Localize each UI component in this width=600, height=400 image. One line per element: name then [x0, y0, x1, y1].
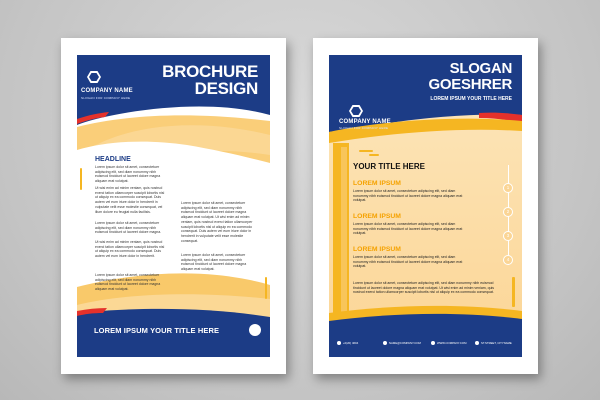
- title-line-1: SLOGAN: [449, 60, 512, 77]
- section-text: Lorem ipsum dolor sit amet, consectetuer adipiscing elit, sed diam nonummy nibh euismod tincidunt ut laoreet dolore magna aliquam erat volutpat.: [353, 222, 463, 236]
- subtitle: LOREM IPSUM YOUR TITLE HERE: [430, 96, 512, 102]
- contact-text: ST.STREET, CITYNAME: [481, 341, 512, 345]
- paragraph: Ut wisi enim ad minim veniam, quis nostrud exerci tation ullamcorper suscipit lobortis nisl ut aliquip ex ea commodo consequat. Duis autem vel eum iriure dolor in hendrerit in vulputate velit esse molestie consequat, vel illum dolore eu feugiat nulla facilisis.: [95, 186, 165, 214]
- paragraph: Lorem ipsum dolor sit amet, consectetuer adipiscing elit, sed diam nonummy nibh euismod tincidunt ut laoreet dolore magna aliquam erat volutpat.: [95, 273, 161, 292]
- paragraph: Ut wisi enim ad minim veniam, quis nostrud exerci tation ullamcorper suscipit lobortis nisl ut aliquip ex ea commodo consequat. Duis autem vel eum iriure dolor in hendrerit.: [95, 240, 165, 259]
- section-heading: LOREM IPSUM: [353, 180, 401, 187]
- accent-dash: [359, 150, 373, 152]
- paragraph: Lorem ipsum dolor sit amet, consectetuer adipiscing elit, sed diam nonummy nibh euismod tincidunt ut laoreet dolore magna aliquam erat volutpat.: [181, 253, 247, 272]
- footer-title: LOREM IPSUM YOUR TITLE HERE: [94, 326, 220, 335]
- footer-circle: [249, 324, 261, 336]
- globe-icon: [431, 341, 435, 345]
- bottom-paragraph: Lorem ipsum dolor sit amet, consectetuer adipiscing elit, sed diam nonummy nibh euismod tincidunt ut laoreet dolore magna aliquam erat volutpat. Ut wisi enim ad minim veniam, quis nostrud exerci tation ullamcorper suscipit lobortis nisl ut aliquip ex ea commodo consequat.: [353, 281, 495, 295]
- contact-address: [475, 341, 512, 345]
- step-number-4: 4: [503, 255, 513, 265]
- company-slogan: SLOGAN FOR COMPANY HERE: [81, 96, 131, 100]
- title-line-2: DESIGN: [194, 79, 258, 98]
- accent-bar: [80, 168, 82, 190]
- brochure-right: [313, 38, 538, 374]
- company-name: COMPANY NAME: [81, 88, 133, 94]
- brochure-title: [148, 63, 258, 97]
- section-heading: LOREM IPSUM: [353, 246, 401, 253]
- slogan-title: [392, 61, 512, 93]
- contact-text: +0(20) 4604: [343, 341, 359, 345]
- phone-icon: [337, 341, 341, 345]
- accent-bar: [265, 277, 267, 299]
- paragraph: Lorem ipsum dolor sit amet, consectetuer adipiscing elit, sed diam nonummy nibh euismod tincidunt ut laoreet dolore magna.: [95, 221, 162, 235]
- company-slogan: SLOGAN FOR COMPANY HERE: [339, 126, 389, 130]
- contact-website: [431, 341, 466, 345]
- brochure-left-panel: [77, 55, 270, 357]
- contact-phone: [337, 341, 358, 345]
- contact-text: NAME@COMPANY.COM: [389, 341, 421, 345]
- accent-bar: [512, 277, 515, 307]
- step-number-1: 1: [503, 183, 513, 193]
- section-text: Lorem ipsum dolor sit amet, consectetuer adipiscing elit, sed diam nonummy nibh euismod tincidunt ut laoreet dolore magna aliquam erat volutpat.: [353, 189, 463, 203]
- section-heading: LOREM IPSUM: [353, 213, 401, 220]
- title-line-2: GOESHRER: [428, 76, 512, 93]
- title-line-1: BROCHURE: [162, 62, 258, 81]
- headline: HEADLINE: [95, 156, 131, 163]
- step-number-3: 3: [503, 231, 513, 241]
- brochure-right-panel: [329, 55, 522, 357]
- accent-dash: [369, 154, 379, 156]
- mail-icon: [383, 341, 387, 345]
- brochure-left: [61, 38, 286, 374]
- contact-text: WWW.COMPANY.COM: [437, 341, 467, 345]
- content-title: YOUR TITLE HERE: [353, 162, 426, 171]
- company-name: COMPANY NAME: [339, 119, 391, 125]
- contact-email: [383, 341, 421, 345]
- location-icon: [475, 341, 479, 345]
- paragraph: Lorem ipsum dolor sit amet, consectetuer adipiscing elit, sed diam nonummy nibh euismod tincidunt ut laoreet dolore magna aliquam erat volutpat. Ut wisi enim ad minim veniam, quis nostrud exerci tation ullamcorper suscipit lobortis nisl ut aliquip ex ea commodo consequat. Duis autem vel eum iriure dolor in hendrerit in vulputate velit esse molestie consequat.: [181, 201, 253, 243]
- step-number-2: 2: [503, 207, 513, 217]
- section-text: Lorem ipsum dolor sit amet, consectetuer adipiscing elit, sed diam nonummy nibh euismod tincidunt ut laoreet dolore magna aliquam erat volutpat.: [353, 255, 463, 269]
- paragraph: Lorem ipsum dolor sit amet, consectetuer adipiscing elit, sed diam nonummy nibh euismod tincidunt ut laoreet dolore magna aliquam erat volutpat.: [95, 165, 161, 184]
